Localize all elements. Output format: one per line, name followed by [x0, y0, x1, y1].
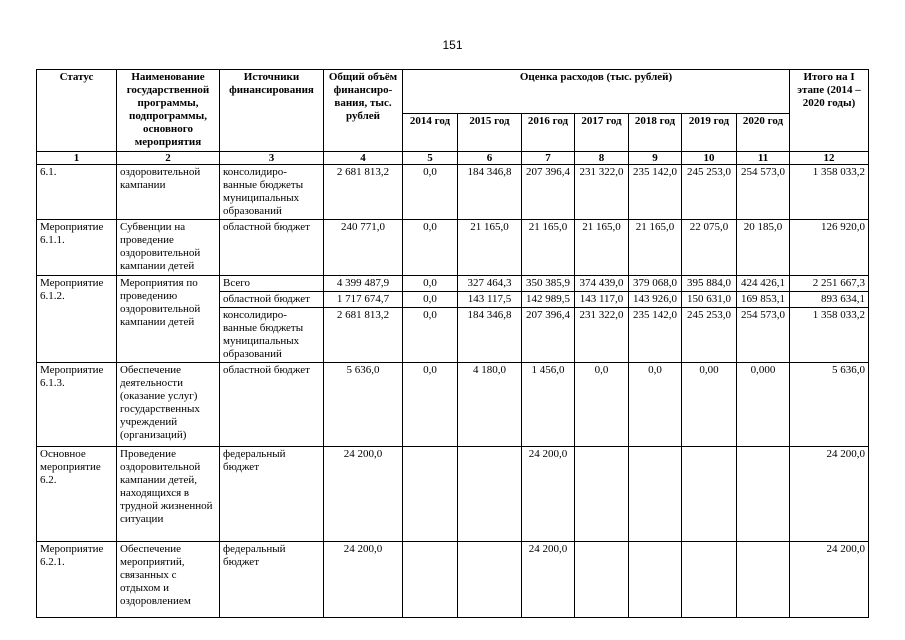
year-value: 0,0	[403, 165, 458, 220]
table-row	[37, 363, 869, 447]
row-stage-total: 1 358 033,2	[790, 165, 869, 220]
row-status: 6.1.	[37, 165, 117, 220]
column-number: 3	[220, 152, 324, 165]
row-total: 2 681 813,2	[324, 308, 403, 363]
year-value: 424 426,1	[737, 276, 790, 292]
table-row	[37, 276, 869, 292]
year-value: 0,0	[403, 276, 458, 292]
column-number: 6	[458, 152, 522, 165]
year-value: 21 165,0	[458, 220, 522, 276]
row-stage-total: 126 920,0	[790, 220, 869, 276]
year-value: 143 117,5	[458, 292, 522, 308]
year-value: 0,00	[682, 363, 737, 447]
year-value: 245 253,0	[682, 165, 737, 220]
year-value	[458, 542, 522, 618]
year-value: 231 322,0	[575, 308, 629, 363]
column-numbers-row	[37, 152, 869, 165]
row-total: 4 399 487,9	[324, 276, 403, 292]
column-number: 10	[682, 152, 737, 165]
year-value: 24 200,0	[522, 542, 575, 618]
row-source: Всего	[220, 276, 324, 292]
row-name: Обеспечение деятельности (оказание услуг) государственных учреждений (организаций)	[117, 363, 220, 447]
row-total: 240 771,0	[324, 220, 403, 276]
row-status: Основное мероприятие 6.2.	[37, 447, 117, 542]
row-status: Мероприятие 6.1.2.	[37, 276, 117, 363]
header-total: Общий объём финансиро-вания, тыс. рублей	[324, 70, 403, 152]
row-total: 2 681 813,2	[324, 165, 403, 220]
header-estimate: Оценка расходов (тыс. рублей)	[403, 70, 790, 114]
year-value: 21 165,0	[629, 220, 682, 276]
year-value: 0,0	[403, 220, 458, 276]
year-value	[682, 447, 737, 542]
year-value	[737, 542, 790, 618]
year-value	[629, 447, 682, 542]
row-total: 24 200,0	[324, 542, 403, 618]
header-year: 2015 год	[458, 114, 522, 152]
year-value: 150 631,0	[682, 292, 737, 308]
year-value: 395 884,0	[682, 276, 737, 292]
row-stage-total: 5 636,0	[790, 363, 869, 447]
year-value: 20 185,0	[737, 220, 790, 276]
year-value: 184 346,8	[458, 308, 522, 363]
column-number: 1	[37, 152, 117, 165]
row-name: Проведение оздоровительной кампании детей, находящихся в трудной жизненной ситуации	[117, 447, 220, 542]
column-number: 7	[522, 152, 575, 165]
year-value: 0,0	[403, 363, 458, 447]
year-value: 254 573,0	[737, 165, 790, 220]
row-source: областной бюджет	[220, 292, 324, 308]
year-value: 327 464,3	[458, 276, 522, 292]
row-status: Мероприятие 6.1.3.	[37, 363, 117, 447]
year-value: 0,0	[629, 363, 682, 447]
year-value	[403, 542, 458, 618]
year-value: 235 142,0	[629, 165, 682, 220]
year-value: 184 346,8	[458, 165, 522, 220]
row-source: консолидиро-ванные бюджеты муниципальных образований	[220, 165, 324, 220]
header-year: 2019 год	[682, 114, 737, 152]
column-number: 9	[629, 152, 682, 165]
header-name: Наименование государственной программы, подпрограммы, основного мероприятия	[117, 70, 220, 152]
year-value: 143 117,0	[575, 292, 629, 308]
year-value: 21 165,0	[575, 220, 629, 276]
row-name: Субвенции на проведение оздоровительной кампании детей	[117, 220, 220, 276]
row-stage-total: 1 358 033,2	[790, 308, 869, 363]
page-number: 151	[442, 38, 463, 52]
row-status: Мероприятие 6.1.1.	[37, 220, 117, 276]
row-stage-total: 24 200,0	[790, 542, 869, 618]
year-value: 0,0	[403, 308, 458, 363]
year-value	[575, 542, 629, 618]
year-value: 350 385,9	[522, 276, 575, 292]
year-value	[575, 447, 629, 542]
row-name: оздоровительной кампании	[117, 165, 220, 220]
header-year: 2014 год	[403, 114, 458, 152]
year-value: 379 068,0	[629, 276, 682, 292]
year-value: 254 573,0	[737, 308, 790, 363]
table-row	[37, 542, 869, 618]
header-year: 2020 год	[737, 114, 790, 152]
row-total: 5 636,0	[324, 363, 403, 447]
header-status: Статус	[37, 70, 117, 152]
year-value: 24 200,0	[522, 447, 575, 542]
row-stage-total: 2 251 667,3	[790, 276, 869, 292]
year-value: 235 142,0	[629, 308, 682, 363]
header-stage-total: Итого на I этапе (2014 – 2020 годы)	[790, 70, 869, 152]
year-value: 0,0	[575, 363, 629, 447]
year-value	[403, 447, 458, 542]
year-value	[737, 447, 790, 542]
year-value: 143 926,0	[629, 292, 682, 308]
column-number: 5	[403, 152, 458, 165]
column-number: 2	[117, 152, 220, 165]
row-total: 24 200,0	[324, 447, 403, 542]
row-total: 1 717 674,7	[324, 292, 403, 308]
column-number: 8	[575, 152, 629, 165]
row-source: консолидиро-ванные бюджеты муниципальных образований	[220, 308, 324, 363]
year-value: 21 165,0	[522, 220, 575, 276]
year-value: 1 456,0	[522, 363, 575, 447]
header-year: 2018 год	[629, 114, 682, 152]
year-value: 0,000	[737, 363, 790, 447]
header-year: 2017 год	[575, 114, 629, 152]
table-row	[37, 220, 869, 276]
row-source: областной бюджет	[220, 220, 324, 276]
row-source: федеральный бюджет	[220, 447, 324, 542]
year-value	[629, 542, 682, 618]
row-source: федеральный бюджет	[220, 542, 324, 618]
year-value: 374 439,0	[575, 276, 629, 292]
year-value: 4 180,0	[458, 363, 522, 447]
column-number: 11	[737, 152, 790, 165]
row-name: Обеспечение мероприятий, связанных с отдыхом и оздоровлением	[117, 542, 220, 618]
year-value: 245 253,0	[682, 308, 737, 363]
year-value: 22 075,0	[682, 220, 737, 276]
table-body	[37, 165, 869, 618]
table-row	[37, 447, 869, 542]
row-status: Мероприятие 6.2.1.	[37, 542, 117, 618]
year-value: 169 853,1	[737, 292, 790, 308]
row-source: областной бюджет	[220, 363, 324, 447]
header-year: 2016 год	[522, 114, 575, 152]
year-value: 207 396,4	[522, 308, 575, 363]
year-value	[682, 542, 737, 618]
column-number: 12	[790, 152, 869, 165]
column-number: 4	[324, 152, 403, 165]
year-value	[458, 447, 522, 542]
row-stage-total: 24 200,0	[790, 447, 869, 542]
year-value: 0,0	[403, 292, 458, 308]
year-value: 142 989,5	[522, 292, 575, 308]
year-value: 207 396,4	[522, 165, 575, 220]
row-name: Мероприятия по проведению оздоровительной кампании детей	[117, 276, 220, 363]
budget-table	[36, 69, 869, 618]
header-sources: Источники финансирования	[220, 70, 324, 152]
year-value: 231 322,0	[575, 165, 629, 220]
table-row	[37, 165, 869, 220]
row-stage-total: 893 634,1	[790, 292, 869, 308]
